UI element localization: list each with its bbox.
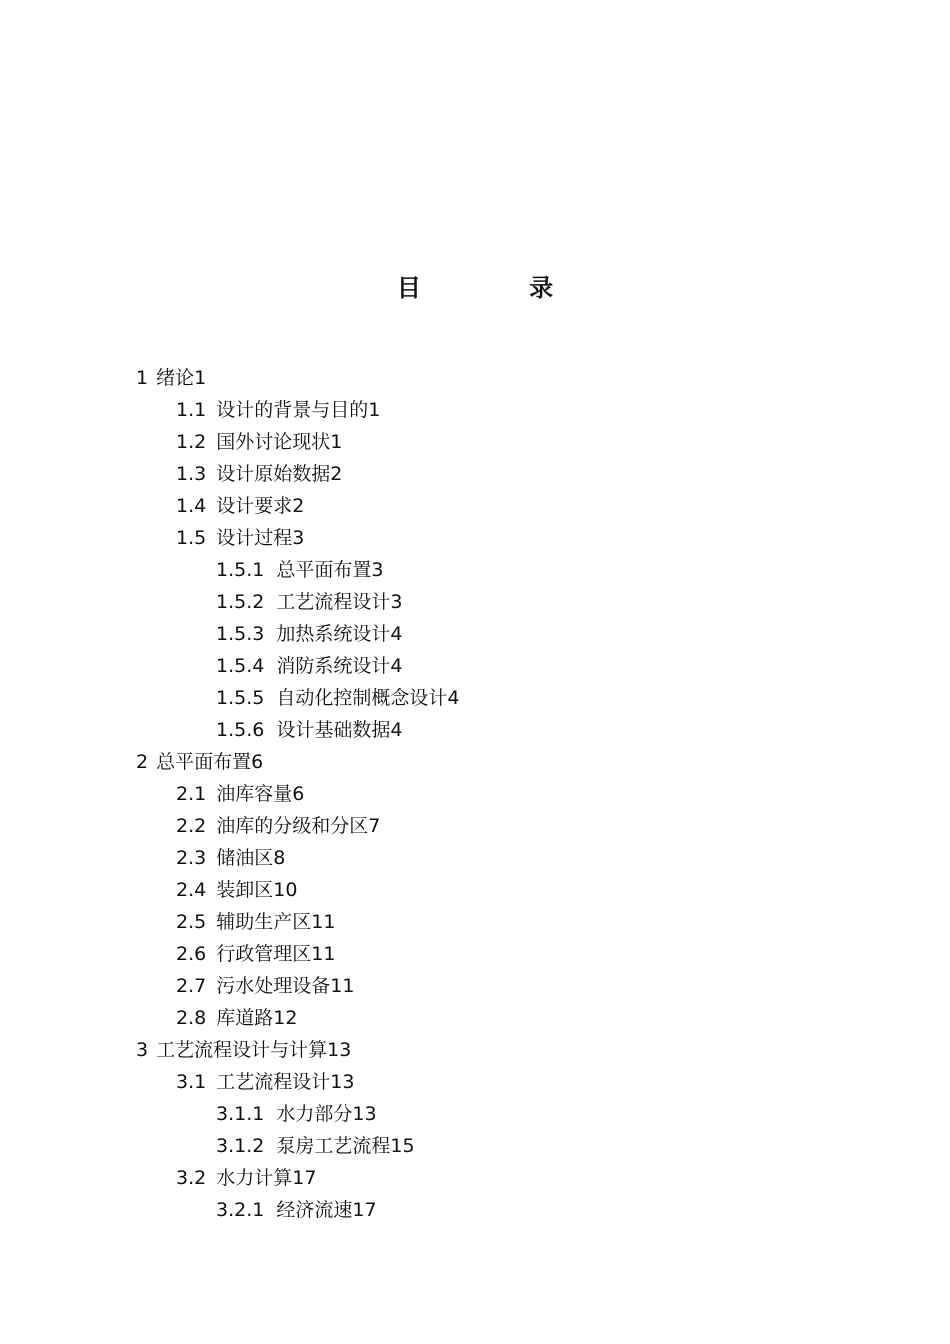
toc-entry-number: 3.1 — [176, 1071, 207, 1093]
toc-entry[interactable] — [136, 650, 836, 682]
toc-entry-number: 3.2.1 — [216, 1199, 265, 1221]
toc-entry-title: 消防系统设计 — [276, 655, 391, 677]
toc-entry[interactable] — [136, 778, 836, 810]
toc-entry-number: 2 — [136, 751, 149, 773]
toc-entry-title: 设计要求 — [216, 495, 293, 517]
toc-entry-page-number: 3 — [292, 527, 305, 549]
toc-entry-title: 水力部分 — [276, 1103, 353, 1125]
toc-entry-number: 2.3 — [176, 847, 207, 869]
toc-list — [136, 362, 836, 1226]
toc-entry-number: 3.1.2 — [216, 1135, 265, 1157]
toc-entry-page-number: 17 — [352, 1199, 377, 1221]
toc-entry-number: 1.5.5 — [216, 687, 265, 709]
toc-entry-page-number: 3 — [371, 559, 384, 581]
toc-entry-title: 加热系统设计 — [276, 623, 391, 645]
toc-entry-number: 2.8 — [176, 1007, 207, 1029]
toc-entry-title: 工艺流程设计 — [216, 1071, 331, 1093]
toc-entry-number: 1.5 — [176, 527, 207, 549]
toc-entry-number: 2.6 — [176, 943, 207, 965]
toc-entry-title: 设计原始数据 — [216, 463, 331, 485]
toc-entry[interactable] — [136, 426, 836, 458]
toc-entry[interactable] — [136, 970, 836, 1002]
toc-entry-page-number: 2 — [292, 495, 305, 517]
toc-entry[interactable] — [136, 682, 836, 714]
toc-entry[interactable] — [136, 394, 836, 426]
toc-entry-title: 辅助生产区 — [216, 911, 312, 933]
toc-entry-number: 1.5.4 — [216, 655, 265, 677]
toc-entry-number: 1.5.3 — [216, 623, 265, 645]
toc-entry-page-number: 11 — [311, 943, 336, 965]
toc-entry-page-number: 15 — [390, 1135, 415, 1157]
toc-entry-title: 油库的分级和分区 — [216, 815, 369, 837]
toc-entry[interactable] — [136, 746, 836, 778]
toc-entry-title: 经济流速 — [276, 1199, 353, 1221]
toc-entry[interactable] — [136, 1130, 836, 1162]
toc-entry-number: 1.4 — [176, 495, 207, 517]
toc-entry-title: 设计过程 — [216, 527, 293, 549]
toc-entry-page-number: 3 — [390, 591, 403, 613]
toc-entry-page-number: 17 — [292, 1167, 317, 1189]
toc-entry-title: 水力计算 — [216, 1167, 293, 1189]
toc-entry[interactable] — [136, 1002, 836, 1034]
toc-entry-number: 3.2 — [176, 1167, 207, 1189]
toc-entry-number: 1.5.6 — [216, 719, 265, 741]
toc-entry-number: 1.1 — [176, 399, 207, 421]
toc-entry-number: 1.5.2 — [216, 591, 265, 613]
toc-entry-title: 自动化控制概念设计 — [276, 687, 448, 709]
toc-entry-title: 总平面布置 — [156, 751, 252, 773]
toc-entry[interactable] — [136, 714, 836, 746]
toc-entry[interactable] — [136, 1066, 836, 1098]
toc-entry-page-number: 13 — [330, 1071, 355, 1093]
toc-entry-number: 3.1.1 — [216, 1103, 265, 1125]
toc-entry[interactable] — [136, 1194, 836, 1226]
toc-entry[interactable] — [136, 810, 836, 842]
toc-entry-title: 污水处理设备 — [216, 975, 331, 997]
toc-title: 目 录 — [396, 274, 604, 302]
toc-entry-title: 装卸区 — [216, 879, 274, 901]
toc-entry-page-number: 6 — [251, 751, 264, 773]
toc-entry-page-number: 12 — [273, 1007, 298, 1029]
toc-entry-page-number: 8 — [273, 847, 286, 869]
toc-entry-number: 1.2 — [176, 431, 207, 453]
toc-entry-page-number: 13 — [352, 1103, 377, 1125]
toc-entry-page-number: 11 — [330, 975, 355, 997]
toc-entry[interactable] — [136, 522, 836, 554]
toc-entry-number: 2.2 — [176, 815, 207, 837]
toc-entry[interactable] — [136, 874, 836, 906]
toc-entry-number: 1.5.1 — [216, 559, 265, 581]
toc-entry-title: 泵房工艺流程 — [276, 1135, 391, 1157]
toc-entry-title: 库道路 — [216, 1007, 274, 1029]
toc-entry[interactable] — [136, 554, 836, 586]
toc-entry-page-number: 2 — [330, 463, 343, 485]
toc-entry-title: 工艺流程设计与计算 — [156, 1039, 328, 1061]
toc-entry-number: 2.1 — [176, 783, 207, 805]
toc-entry-page-number: 1 — [194, 367, 207, 389]
toc-entry-number: 3 — [136, 1039, 149, 1061]
toc-entry-title: 设计的背景与目的 — [216, 399, 369, 421]
toc-entry-title: 国外讨论现状 — [216, 431, 331, 453]
toc-entry-title: 储油区 — [216, 847, 274, 869]
toc-entry[interactable] — [136, 906, 836, 938]
toc-entry-page-number: 11 — [311, 911, 336, 933]
toc-entry[interactable] — [136, 458, 836, 490]
toc-entry-page-number: 4 — [390, 655, 403, 677]
toc-entry-number: 2.7 — [176, 975, 207, 997]
toc-entry-page-number: 10 — [273, 879, 298, 901]
toc-entry-title: 绪论 — [156, 367, 195, 389]
toc-entry-page-number: 4 — [390, 719, 403, 741]
toc-entry-number: 2.5 — [176, 911, 207, 933]
toc-entry-title: 总平面布置 — [276, 559, 372, 581]
toc-entry[interactable] — [136, 362, 836, 394]
toc-entry[interactable] — [136, 938, 836, 970]
toc-entry-page-number: 1 — [368, 399, 381, 421]
toc-entry-number: 1.3 — [176, 463, 207, 485]
toc-entry-page-number: 6 — [292, 783, 305, 805]
toc-entry-page-number: 7 — [368, 815, 381, 837]
toc-entry-page-number: 4 — [390, 623, 403, 645]
toc-entry-title: 设计基础数据 — [276, 719, 391, 741]
toc-entry[interactable] — [136, 586, 836, 618]
toc-entry[interactable] — [136, 490, 836, 522]
toc-entry-number: 1 — [136, 367, 149, 389]
toc-entry-title: 工艺流程设计 — [276, 591, 391, 613]
toc-entry[interactable] — [136, 842, 836, 874]
toc-entry-page-number: 13 — [327, 1039, 352, 1061]
toc-entry-page-number: 4 — [447, 687, 460, 709]
toc-entry-number: 2.4 — [176, 879, 207, 901]
toc-entry[interactable] — [136, 1162, 836, 1194]
toc-entry-title: 油库容量 — [216, 783, 293, 805]
toc-entry[interactable] — [136, 1098, 836, 1130]
toc-entry-title: 行政管理区 — [216, 943, 312, 965]
toc-entry[interactable] — [136, 1034, 836, 1066]
toc-entry[interactable] — [136, 618, 836, 650]
toc-entry-page-number: 1 — [330, 431, 343, 453]
